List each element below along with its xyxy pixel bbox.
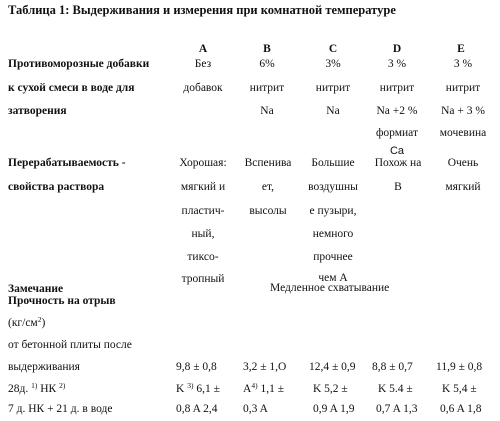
workability-c-line3: е пузыри, xyxy=(309,205,357,217)
outdoor-label: 7 д. НК + 21 д. в воде xyxy=(8,403,113,415)
additive-b-line2: нитрит xyxy=(249,82,285,94)
table-title: Таблица 1: Выдерживания и измерения при комнатной температуре xyxy=(8,3,396,17)
outdoor-value-e: 0,6 A 1,8 xyxy=(440,403,482,415)
curing-value-e: 11,9 ± 0,8 xyxy=(436,361,483,373)
additive-e-line4: мочевина xyxy=(439,127,487,139)
workability-a-line1: Хорошая: xyxy=(179,157,227,169)
additive-c-line1: 3% xyxy=(325,58,341,70)
curing-label: 28д. $^{1)}$ НК $^{2)}$ xyxy=(8,381,66,395)
antifreeze-label-line3: затворения xyxy=(8,105,67,117)
curing-value-d: 8,8 ± 0,7 xyxy=(372,361,413,373)
outdoor-value-d: 0,7 A 1,3 xyxy=(376,403,418,415)
failure-value-b: $A^{4)}$ 1,1 ± xyxy=(243,381,284,395)
additive-d-line5: Ca xyxy=(389,145,405,157)
failure-value-d: K 5.4 ± xyxy=(378,383,413,395)
strength-label: Прочность на отрыв xyxy=(8,295,116,307)
workability-d-line1: Похож на xyxy=(374,157,422,169)
workability-c-line5: прочнее xyxy=(313,251,353,263)
workability-b-line2: ет, xyxy=(261,181,275,193)
antifreeze-label-line2: к сухой смеси в воде для xyxy=(8,82,135,94)
failure-value-a: K $^{3)}$ 6,1 ± xyxy=(176,381,220,395)
additive-d-line3: Na +2 % xyxy=(376,105,418,117)
additive-c-line3: Na xyxy=(326,105,340,117)
antifreeze-label-line1: Противоморозные добавки xyxy=(8,58,150,70)
failure-value-e: K 5,4 ± xyxy=(442,383,477,395)
column-letter-d: D xyxy=(392,43,402,55)
workability-c-line4: немного xyxy=(312,228,354,240)
workability-a-line3: пластич- xyxy=(181,205,225,217)
workability-e-line1: Очень xyxy=(447,157,479,169)
workability-c-line2: воздушны xyxy=(308,181,358,193)
workability-c-line6: чем A xyxy=(318,272,348,284)
workability-b-line3: высолы xyxy=(249,205,287,217)
strength-unit: $(кг/см^2)$ xyxy=(8,315,46,329)
additive-d-line1: 3 % xyxy=(387,58,407,70)
workability-d-line2: B xyxy=(394,181,402,193)
additive-e-line3: Na + 3 % xyxy=(441,105,485,117)
remark-label: Замечание xyxy=(8,283,64,295)
strength-desc-line2: выдерживания xyxy=(8,361,80,373)
outdoor-value-a: 0,8 A 2,4 xyxy=(176,403,218,415)
outdoor-value-c: 0,9 A 1,9 xyxy=(313,403,355,415)
workability-label-line2: свойства раствора xyxy=(8,181,105,193)
additive-a-line1: Без xyxy=(194,58,212,70)
additive-b-line3: Na xyxy=(260,105,274,117)
additive-a-line2: добавок xyxy=(183,82,223,94)
workability-a-line5: тиксо- xyxy=(187,251,219,263)
workability-label-line1: Перерабатываемость - xyxy=(8,157,126,169)
curing-value-c: 12,4 ± 0,9 xyxy=(309,361,356,373)
workability-a-line6: тропный xyxy=(181,273,225,285)
additive-b-line1: 6% xyxy=(259,58,275,70)
additive-c-line2: нитрит xyxy=(315,82,351,94)
workability-c-line1: Большие xyxy=(311,157,355,169)
curing-value-b: 3,2 ± 1,O xyxy=(243,361,287,373)
strength-desc-line1: от бетонной плиты после xyxy=(8,339,132,351)
outdoor-value-b: 0,3 A xyxy=(243,403,268,415)
additive-d-line4: формиат xyxy=(375,127,419,139)
workability-e-line2: мягкий xyxy=(445,181,481,193)
workability-a-line2: мягкий и xyxy=(180,181,226,193)
workability-a-line4: ный, xyxy=(191,228,215,240)
column-letter-b: B xyxy=(263,43,271,55)
curing-value-a: 9,8 ± 0,8 xyxy=(176,361,217,373)
additive-d-line2: нитрит xyxy=(379,82,415,94)
failure-value-c: K 5,2 ± xyxy=(313,383,348,395)
additive-e-line2: нитрит xyxy=(445,82,481,94)
workability-b-line1: Вспенива xyxy=(244,157,292,169)
remark-value: Медленное схватывание xyxy=(270,282,390,294)
column-letter-e: E xyxy=(457,43,465,55)
additive-e-line1: 3 % xyxy=(453,58,473,70)
column-letter-c: C xyxy=(328,43,338,55)
column-letter-a: A xyxy=(198,43,208,55)
